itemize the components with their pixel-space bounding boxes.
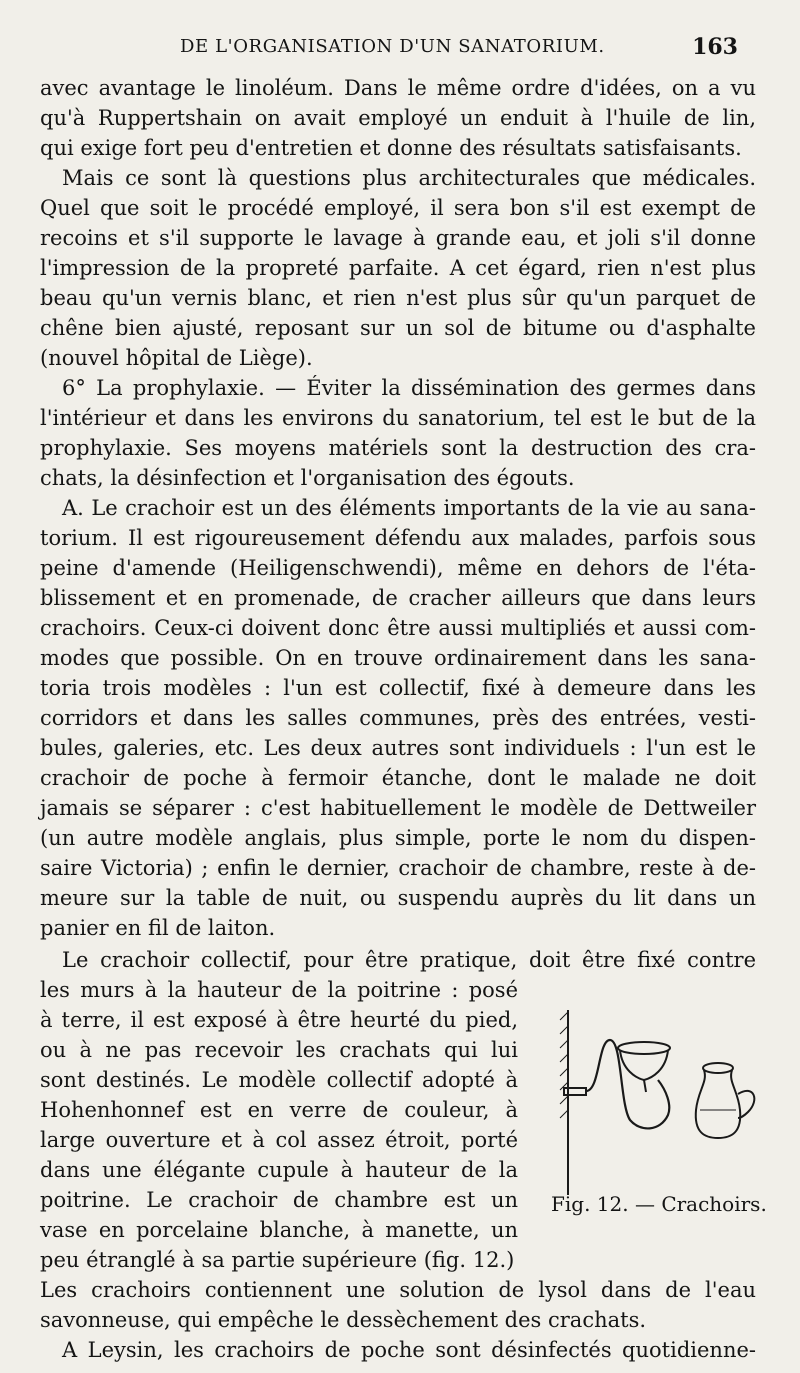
- subsection-line: A. Le crachoir est un des éléments importants de la vie au sana-: [62, 496, 756, 520]
- wall-hatching: [560, 1012, 568, 1118]
- text-line: saire Victoria) ; enfin le dernier, crachoir de chambre, reste à de-: [40, 856, 756, 880]
- text-line: à terre, il est exposé à être heurté du pied,: [40, 1008, 518, 1032]
- text-line: meure sur la table de nuit, ou suspendu auprès du lit dans un: [40, 886, 756, 910]
- text-line: Quel que soit le procédé employé, il sera bon s'il est exempt de: [40, 196, 756, 220]
- text-line: vase en porcelaine blanche, à manette, un: [40, 1218, 518, 1242]
- text-line: jamais se séparer : c'est habituellement le modèle de Dettweiler: [40, 796, 756, 820]
- text-line: crachoirs. Ceux-ci doivent donc être aussi multipliés et aussi com-: [40, 616, 756, 640]
- text-line: modes que possible. On en trouve ordinairement dans les sana-: [40, 646, 756, 670]
- text-line: savonneuse, qui empêche le dessèchement des crachats.: [40, 1308, 647, 1332]
- text-line: peine d'amende (Heiligenschwendi), même en dehors de l'éta-: [40, 556, 756, 580]
- text-line: corridors et dans les salles communes, près des entrées, vesti-: [40, 706, 756, 730]
- text-line: torium. Il est rigoureusement défendu aux malades, parfois sous: [40, 526, 756, 550]
- collective-spittoon-cup: [618, 1042, 670, 1054]
- text-line: Les crachoirs contiennent une solution de lysol dans de l'eau: [40, 1278, 756, 1302]
- text-line: panier en fil de laiton.: [40, 916, 276, 940]
- text-line: Hohenhonnef est en verre de couleur, à: [40, 1098, 518, 1122]
- text-line: A Leysin, les crachoirs de poche sont désinfectés quotidienne-: [62, 1338, 756, 1362]
- page-header: [0, 34, 800, 66]
- text-line: qui exige fort peu d'entretien et donne des résultats satisfaisants.: [40, 136, 742, 160]
- text-line: large ouverture et à col assez étroit, porté: [40, 1128, 518, 1152]
- text-line: l'intérieur et dans les environs du sanatorium, tel est le but de la: [40, 406, 756, 430]
- text-line: les murs à la hauteur de la poitrine : posé: [40, 978, 518, 1002]
- text-line: poitrine. Le crachoir de chambre est un: [40, 1188, 518, 1212]
- text-line: l'impression de la propreté parfaite. A cet égard, rien n'est plus: [40, 256, 756, 280]
- text-line: bules, galeries, etc. Les deux autres sont individuels : l'un est le: [40, 736, 756, 760]
- page-number: 163: [692, 34, 738, 60]
- text-line: beau qu'un vernis blanc, et rien n'est plus sûr qu'un parquet de: [40, 286, 756, 310]
- text-line: (un autre modèle anglais, plus simple, porte le nom du dispen-: [40, 826, 756, 850]
- text-line: crachoir de poche à fermoir étanche, dont le malade ne doit: [40, 766, 756, 790]
- text-line: toria trois modèles : l'un est collectif, fixé à demeure dans les: [40, 676, 756, 700]
- text-line: dans une élégante cupule à hauteur de la: [40, 1158, 518, 1182]
- section-heading-line: 6° La prophylaxie. — Éviter la dissémination des germes dans: [62, 376, 756, 400]
- text-line: avec avantage le linoléum. Dans le même ordre d'idées, on a vu: [40, 76, 756, 100]
- text-line: peu étranglé à sa partie supérieure (fig. 12.): [40, 1248, 515, 1272]
- text-line: (nouvel hôpital de Liège).: [40, 346, 313, 370]
- text-line: qu'à Ruppertshain on avait employé un enduit à l'huile de lin,: [40, 106, 756, 130]
- text-line: recoins et s'il supporte le lavage à grande eau, et joli s'il donne: [40, 226, 756, 250]
- text-line: chats, la désinfection et l'organisation des égouts.: [40, 466, 575, 490]
- text-line: Mais ce sont là questions plus architecturales que médicales.: [62, 166, 756, 190]
- bedroom-spittoon: [696, 1063, 755, 1138]
- running-title: DE L'ORGANISATION D'UN SANATORIUM.: [180, 36, 605, 57]
- text-line: ou à ne pas recevoir les crachats qui lui: [40, 1038, 518, 1062]
- collective-spittoon-neck: [644, 1080, 646, 1092]
- text-line: blissement et en promenade, de cracher ailleurs que dans leurs: [40, 586, 756, 610]
- text-line: chêne bien ajusté, reposant sur un sol de bitume ou d'asphalte: [40, 316, 756, 340]
- text-line: Le crachoir collectif, pour être pratique, doit être fixé contre: [62, 948, 756, 972]
- crachoirs-figure: [540, 1010, 780, 1195]
- figure-caption: Fig. 12. — Crachoirs.: [551, 1192, 767, 1216]
- text-line: prophylaxie. Ses moyens matériels sont la destruction des cra-: [40, 436, 756, 460]
- text-line: sont destinés. Le modèle collectif adopté à: [40, 1068, 518, 1092]
